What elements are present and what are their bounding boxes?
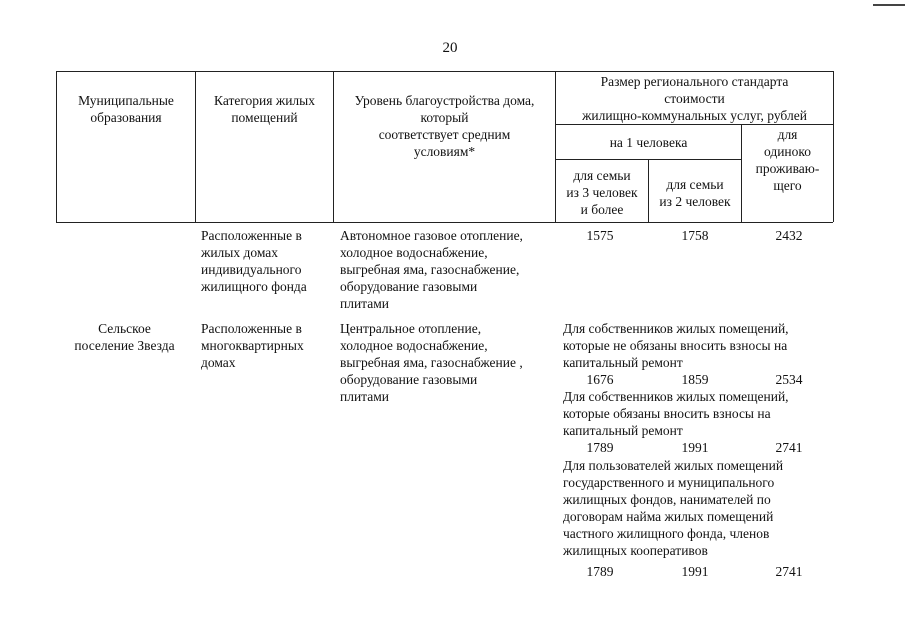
row2-level: Центральное отопление, холодное водоснабжение, выгребная яма, газоснабжение , оборудование газовыми плитами (340, 321, 523, 404)
row1-value-single: 2432 (775, 228, 803, 243)
row1-value-family2: 1758 (681, 228, 709, 243)
header-category: Категория жилых помещений (214, 93, 315, 125)
header-family3: для семьи из 3 человек и более (566, 168, 638, 217)
row2-category: Расположенные в многоквартирных домах (201, 321, 304, 370)
row1-value-family3: 1575 (586, 228, 614, 243)
row2-group3-family2: 1991 (681, 564, 709, 579)
row2-group2-family3: 1789 (586, 440, 614, 455)
corner-mark (873, 4, 905, 6)
header-per-person: на 1 человека (609, 135, 688, 150)
header-family2: для семьи из 2 человек (659, 177, 731, 209)
row2-group3-family3: 1789 (586, 564, 614, 579)
row1-level: Автономное газовое отопление, холодное водоснабжение, выгребная яма, газоснабжение, оборудование газовыми плитами (340, 228, 523, 311)
header-level: Уровень благоустройства дома, который соответствует средним условиям* (354, 93, 535, 159)
row2-group2-family2: 1991 (681, 440, 709, 455)
row2-group1-single: 2534 (775, 372, 803, 387)
row2-group1-family3: 1676 (586, 372, 614, 387)
row2-municipal: Сельское поселение Звезда (74, 321, 175, 353)
header-municipal: Муниципальные образования (78, 93, 174, 125)
row2-group1-family2: 1859 (681, 372, 709, 387)
row2-group2-note: Для собственников жилых помещений, которые обязаны вносить взносы на капитальный ремонт (563, 389, 789, 438)
row2-group3-single: 2741 (775, 564, 803, 579)
row1-category: Расположенные в жилых домах индивидуального жилищного фонда (201, 228, 307, 294)
header-single: для одиноко проживаю- щего (755, 127, 820, 193)
header-standard: Размер регионального стандарта стоимости жилищно-коммунальных услуг, рублей (582, 74, 807, 123)
row2-group2-single: 2741 (775, 440, 803, 455)
page-number: 20 (442, 40, 458, 56)
row2-group3-note: Для пользователей жилых помещений государственного и муниципального жилищных фондов, нанимателей по договорам найма жилых помещений частного жилищного фонда, членов жилищных кооперативов (563, 458, 784, 558)
row2-group1-note: Для собственников жилых помещений, которые не обязаны вносить взносы на капитальный ремонт (563, 321, 789, 370)
